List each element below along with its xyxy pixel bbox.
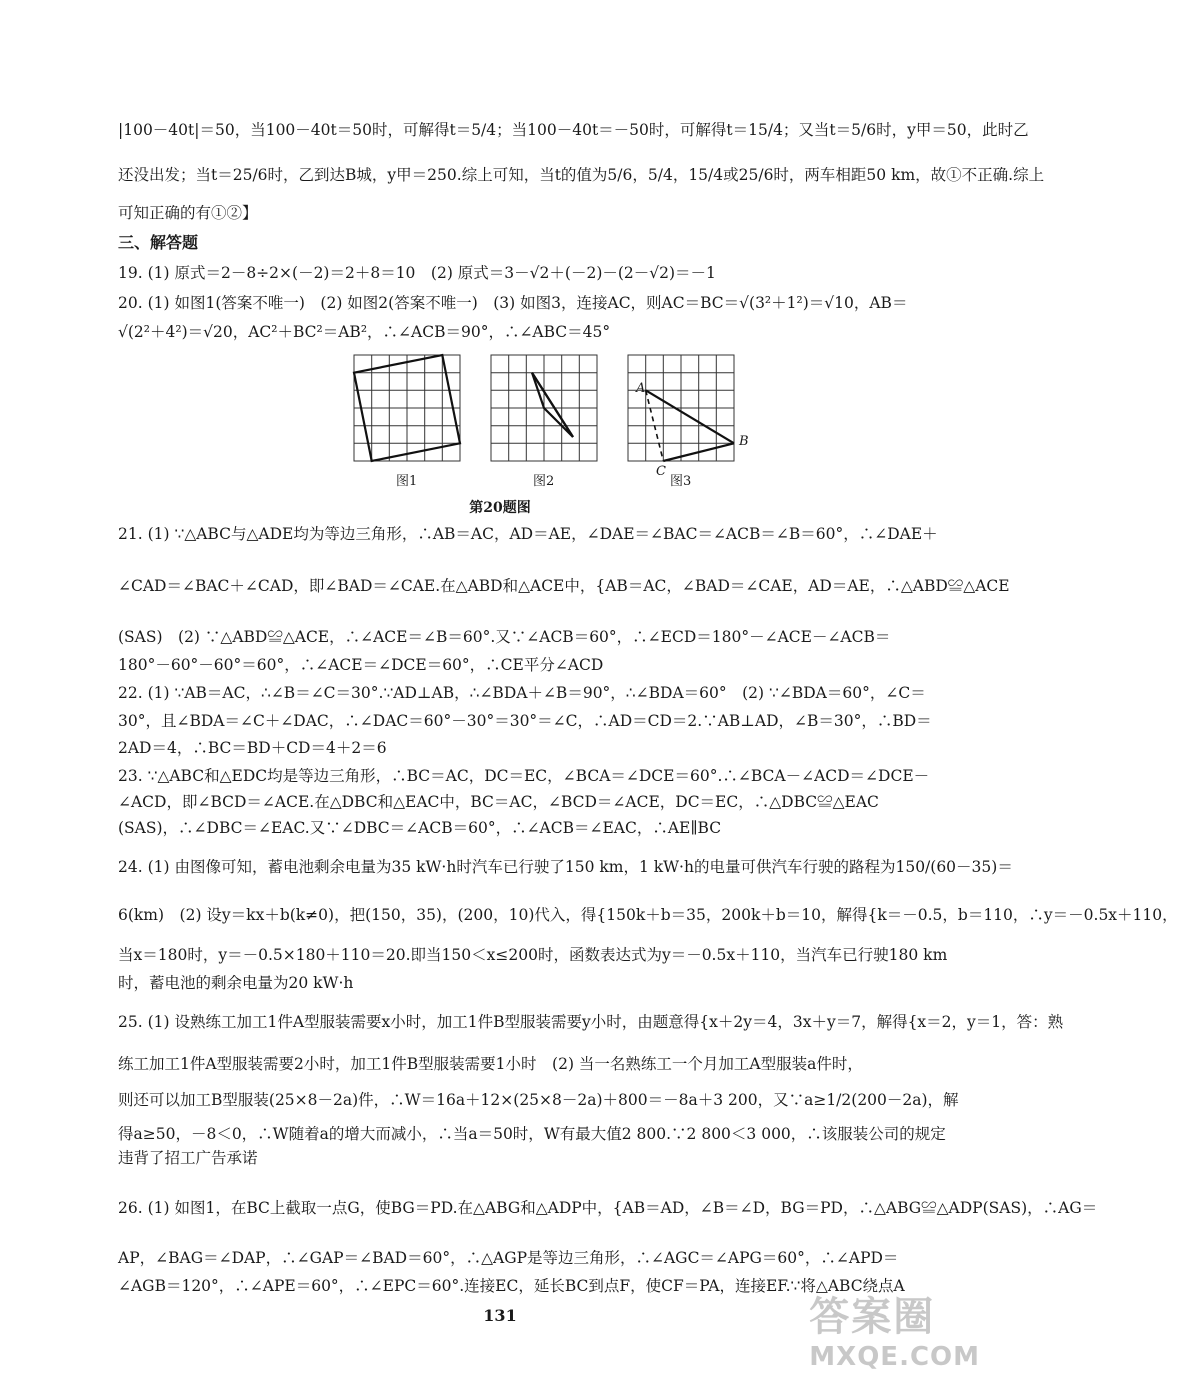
watermark-url: MXQE.COM [809, 1342, 980, 1372]
q22-line-3: 2AD＝4，∴BC＝BD＋CD＝4＋2＝6 [118, 739, 387, 757]
watermark-title: 答案圈 [809, 1294, 936, 1340]
figure-3-label-a: A [636, 381, 646, 396]
q23-line-1: 23. ∵△ABC和△EDC均是等边三角形，∴BC＝AC，DC＝EC，∠BCA＝∠DCE＝60°.∴∠BCA－∠ACD＝∠DCE－ [118, 767, 930, 785]
q26-line-1: 26. (1) 如图1，在BC上截取一点G，使BG＝PD.在△ABG和△ADP中，{AB＝AD，∠B＝∠D，BG＝PD，∴△ABG≌△ADP(SAS)，∴AG＝ [118, 1199, 1098, 1217]
q21-line-2: ∠CAD＝∠BAC＋∠CAD，即∠BAD＝∠CAE.在△ABD和△ACE中，{AB＝AC，∠BAD＝∠CAE，AD＝AE，∴△ABD≌△ACE [118, 577, 1010, 595]
figure-1-caption: 图1 [396, 474, 418, 489]
q24-line-1: 24. (1) 由图像可知，蓄电池剩余电量为35 kW·h时汽车已行驶了150 km，1 kW·h的电量可供汽车行驶的路程为150/(60－35)＝ [118, 858, 1013, 876]
q24-line-4: 时，蓄电池的剩余电量为20 kW·h [118, 974, 354, 992]
q23-line-2: ∠ACD，即∠BCD＝∠ACE.在△DBC和△EAC中，BC＝AC，∠BCD＝∠ACE，DC＝EC，∴△DBC≌△EAC [118, 793, 879, 811]
q22-line-1: 22. (1) ∵AB＝AC，∴∠B＝∠C＝30°.∵AD⊥AB，∴∠BDA＋∠B＝90°，∴∠BDA＝60° (2) ∵∠BDA＝60°，∠C＝ [118, 684, 926, 702]
figure-3-ab [646, 390, 734, 443]
q23-line-3: (SAS)，∴∠DBC＝∠EAC.又∵∠DBC＝∠ACB＝60°，∴∠ACB＝∠EAC，∴AE∥BC [118, 819, 722, 837]
figure-2-grid [490, 354, 598, 462]
figure-3-caption: 图3 [670, 474, 692, 489]
section-heading: 三、解答题 [118, 233, 199, 252]
page-number: 131 [483, 1306, 517, 1325]
figure-group-title: 第20题图 [469, 500, 531, 516]
figure-3-label-c: C [656, 464, 666, 479]
q25-line-4: 得a≥50，－8＜0，∴W随着a的增大而减小，∴当a＝50时，W有最大值2 800.∵2 800＜3 000，∴该服装公司的规定 [118, 1125, 946, 1143]
watermark-logo [809, 1285, 980, 1372]
text-line-2: 还没出发；当t＝25/6时，乙到达B城，y甲＝250.综上可知，当t的值为5/6，5/4，15/4或25/6时，两车相距50 km，故①不正确.综上 [118, 166, 1045, 184]
q20-line-2: √(2²＋4²)＝√20，AC²＋BC²＝AB²，∴∠ACB＝90°，∴∠ABC＝45° [118, 323, 611, 341]
q21-line-4: 180°－60°－60°＝60°，∴∠ACE＝∠DCE＝60°，∴CE平分∠ACD [118, 656, 604, 674]
q26-line-3: ∠AGB＝120°，∴∠APE＝60°，∴∠EPC＝60°.连接EC，延长BC到点F，使CF＝PA，连接EF.∵将△ABC绕点A [118, 1277, 905, 1295]
q25-line-2: 练工加工1件A型服装需要2小时，加工1件B型服装需要1小时 (2) 当一名熟练工一个月加工A型服装a件时， [118, 1055, 863, 1073]
q25-line-3: 则还可以加工B型服装(25×8－2a)件，∴W＝16a＋12×(25×8－2a)＋800＝－8a＋3 200，又∵a≥1/2(200－2a)，解 [118, 1091, 959, 1109]
q21-line-3: (SAS) (2) ∵△ABD≌△ACE，∴∠ACE＝∠B＝60°.又∵∠ACB＝60°，∴∠ECD＝180°－∠ACE－∠ACB＝ [118, 628, 891, 646]
q24-line-3: 当x＝180时，y＝－0.5×180＋110＝20.即当150＜x≤200时，函数表达式为y＝－0.5x＋110，当汽车已行驶180 km [118, 946, 948, 964]
figure-2-caption: 图2 [533, 474, 555, 489]
q22-line-2: 30°，且∠BDA＝∠C＋∠DAC，∴∠DAC＝60°－30°＝30°＝∠C，∴AD＝CD＝2.∵AB⊥AD，∠B＝30°，∴BD＝ [118, 712, 932, 730]
q25-line-1: 25. (1) 设熟练工加工1件A型服装需要x小时，加工1件B型服装需要y小时，由题意得{x＋2y＝4，3x＋y＝7，解得{x＝2，y＝1，答：熟 [118, 1013, 1064, 1031]
q24-line-2: 6(km) (2) 设y＝kx＋b(k≠0)，把(150，35)，(200，10)代入，得{150k＋b＝35，200k＋b＝10，解得{k＝－0.5，b＝110，∴y＝－0.5x＋110， [118, 906, 1178, 924]
text-line-3: 可知正确的有①②】 [118, 204, 258, 222]
q25-line-5: 违背了招工广告承诺 [118, 1149, 258, 1167]
q19-line-1: 19. (1) 原式＝2－8÷2×(－2)＝2＋8＝10 (2) 原式＝3－√2＋(－2)－(2－√2)＝－1 [118, 264, 716, 282]
q20-line-1: 20. (1) 如图1(答案不唯一) (2) 如图2(答案不唯一) (3) 如图3，连接AC，则AC＝BC＝√(3²＋1²)＝√10，AB＝ [118, 294, 908, 312]
text-line-1: |100－40t|＝50，当100－40t＝50时，可解得t＝5/4；当100－40t＝－50时，可解得t＝15/4；又当t＝5/6时，y甲＝50，此时乙 [118, 121, 1029, 139]
q21-line-1: 21. (1) ∵△ABC与△ADE均为等边三角形，∴AB＝AC，AD＝AE，∠DAE＝∠BAC＝∠ACB＝∠B＝60°，∴∠DAE＋ [118, 525, 938, 543]
figure-1-grid [353, 354, 461, 462]
figure-3-grid [627, 354, 735, 462]
q26-line-2: AP，∠BAG＝∠DAP，∴∠GAP＝∠BAD＝60°，∴△AGP是等边三角形，∴∠AGC＝∠APG＝60°，∴∠APD＝ [118, 1249, 899, 1267]
figure-3-label-b: B [739, 434, 749, 449]
